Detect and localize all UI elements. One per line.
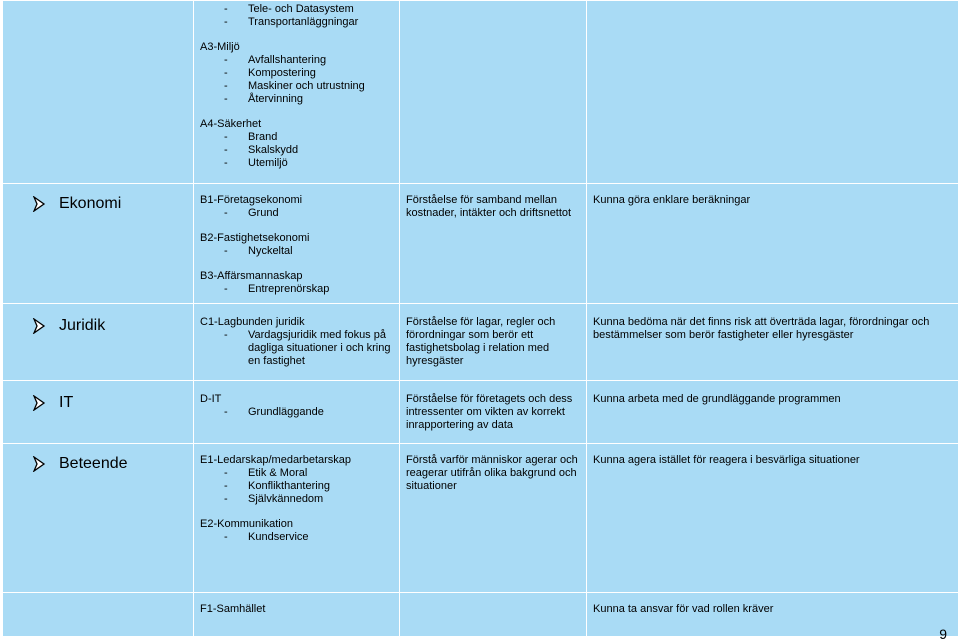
course-item-label: Transportanläggningar [248,16,359,28]
course-item-label: Maskiner och utrustning [248,80,365,92]
table-row [3,444,959,593]
dash-marker: - [224,131,228,143]
arrow-bullet-icon [31,196,47,212]
course-item [200,131,393,144]
ability-text: Kunna agera istället för reagera i besvärliga situationer [593,454,860,466]
ability-cell [587,593,959,637]
courses-cell [194,593,400,637]
ability-cell [587,381,959,444]
course-item [200,54,393,67]
course-item-label: Vardagsjuridik med fokus på dagliga situationer i och kring en fastighet [248,329,391,367]
ability-text: Kunna ta ansvar för vad rollen kräver [593,603,774,615]
course-item [200,493,393,506]
dash-marker: - [224,144,228,156]
table-row [3,304,959,381]
course-heading: B1-Företagsekonomi [200,194,303,206]
dash-marker: - [224,283,228,295]
category-label: Ekonomi [59,195,122,212]
table-row [3,381,959,444]
course-item-label: Grund [248,207,279,219]
table-row [3,593,959,637]
understanding-cell [400,381,587,444]
course-item [200,93,393,106]
dash-marker: - [224,480,228,492]
understanding-cell [400,184,587,304]
category [31,454,187,474]
table-row [3,1,959,184]
course-item-label: Återvinning [248,93,304,105]
dash-marker: - [224,157,228,169]
course-heading: F1-Samhället [200,603,266,615]
course-item [200,245,393,258]
page-number: 9 [939,626,947,642]
course-heading: E2-Kommunikation [200,518,293,530]
course-item-label: Självkännedom [248,493,324,505]
category-cell [3,444,194,593]
course-item [200,3,393,16]
dash-marker: - [224,493,228,505]
table-row [3,184,959,304]
course-item-label: Kundservice [248,531,309,543]
arrow-bullet-icon [31,395,47,411]
course-item-label: Entreprenörskap [248,283,330,295]
dash-marker: - [224,245,228,257]
course-item-label: Utemiljö [248,157,288,169]
course-item-label: Tele- och Datasystem [248,3,354,15]
course-item [200,16,393,29]
ability-cell [587,1,959,184]
course-heading: A4-Säkerhet [200,118,262,130]
understanding-cell [400,304,587,381]
course-item-label: Nyckeltal [248,245,293,257]
course-item [200,329,393,368]
course-item-label: Grundläggande [248,406,324,418]
course-heading: A3-Miljö [200,41,240,53]
category [31,316,187,336]
category-label: IT [59,394,74,411]
category-cell [3,184,194,304]
dash-marker: - [224,54,228,66]
dash-marker: - [224,3,228,15]
ability-cell [587,184,959,304]
courses-cell [194,304,400,381]
course-item [200,283,393,296]
dash-marker: - [224,467,228,479]
ability-text: Kunna bedöma när det finns risk att överträda lagar, förordningar och bestämmelser som berör fastigheter eller hyresgäster [593,316,930,341]
arrow-bullet-icon [31,318,47,334]
course-item [200,480,393,493]
competence-table [2,0,959,637]
course-item [200,157,393,170]
course-item-label: Kompostering [248,67,316,79]
ability-text: Kunna arbeta med de grundläggande programmen [593,393,841,405]
understanding-cell [400,1,587,184]
dash-marker: - [224,406,228,418]
dash-marker: - [224,207,228,219]
course-item [200,207,393,220]
understanding-text: Förståelse för företagets och dess intressenter om vikten av korrekt inrapportering av data [406,393,573,431]
course-item [200,531,393,544]
course-item-label: Etik & Moral [248,467,308,479]
dash-marker: - [224,67,228,79]
courses-cell [194,381,400,444]
course-heading: B3-Affärsmannaskap [200,270,303,282]
course-item [200,467,393,480]
understanding-cell [400,444,587,593]
arrow-bullet-icon [31,456,47,472]
category-cell [3,1,194,184]
category [31,194,187,214]
category [31,393,187,413]
understanding-text: Förstå varför människor agerar och reagerar utifrån olika bakgrund och situationer [406,454,578,492]
category-label: Juridik [59,317,106,334]
dash-marker: - [224,329,228,341]
courses-cell [194,444,400,593]
course-heading: E1-Ledarskap/medarbetarskap [200,454,352,466]
course-item [200,80,393,93]
ability-text: Kunna göra enklare beräkningar [593,194,751,206]
category-cell [3,593,194,637]
courses-cell [194,184,400,304]
dash-marker: - [224,16,228,28]
courses-cell [194,1,400,184]
course-item-label: Avfallshantering [248,54,327,66]
course-heading: D-IT [200,393,222,405]
course-item-label: Brand [248,131,278,143]
course-heading: C1-Lagbunden juridik [200,316,305,328]
category-label: Beteende [59,455,128,472]
ability-cell [587,444,959,593]
dash-marker: - [224,80,228,92]
course-item [200,406,393,419]
understanding-text: Förståelse för lagar, regler och förordningar som berör ett fastighetsbolag i relation med hyresgäster [406,316,556,367]
course-heading: B2-Fastighetsekonomi [200,232,310,244]
understanding-cell [400,593,587,637]
category-cell [3,304,194,381]
course-item [200,67,393,80]
dash-marker: - [224,93,228,105]
understanding-text: Förståelse för samband mellan kostnader, intäkter och driftsnettot [406,194,572,219]
course-item-label: Skalskydd [248,144,299,156]
course-item [200,144,393,157]
course-item-label: Konflikthantering [248,480,330,492]
ability-cell [587,304,959,381]
dash-marker: - [224,531,228,543]
category-cell [3,381,194,444]
